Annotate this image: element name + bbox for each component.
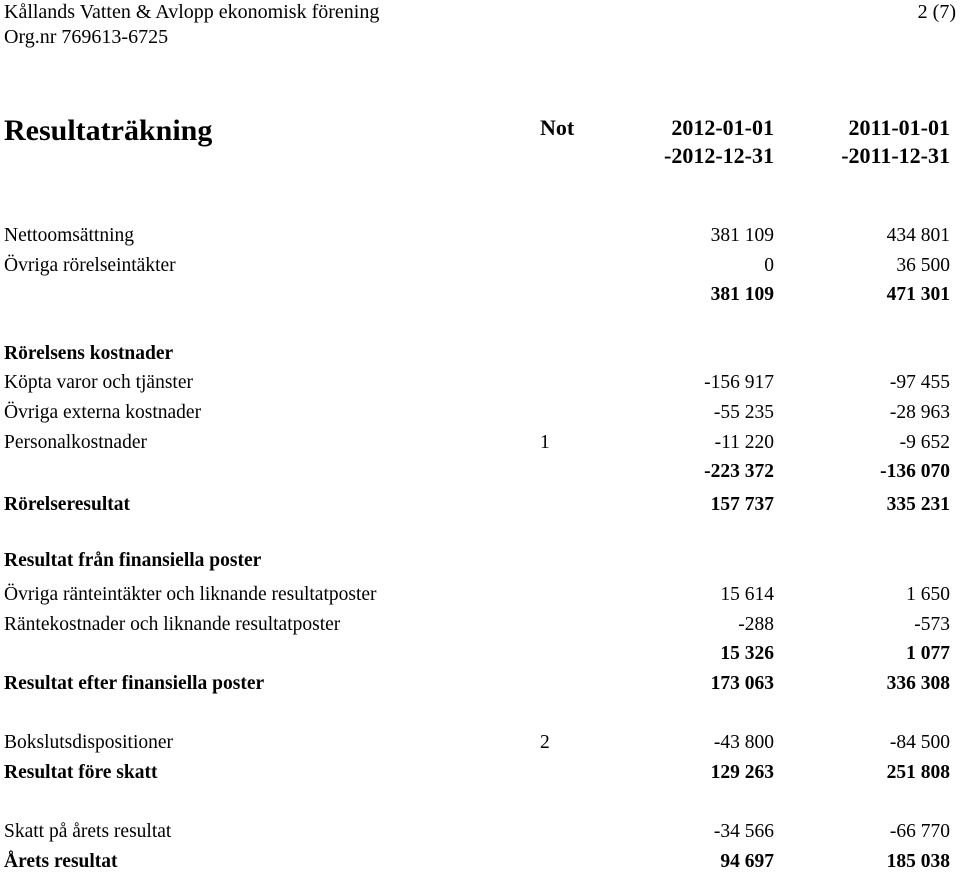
table-row <box>0 398 960 427</box>
row-value-2011: 251 808 <box>886 762 950 783</box>
row-value-2011: -66 770 <box>889 821 950 842</box>
table-row <box>0 728 960 757</box>
table-row <box>0 490 960 519</box>
table-row <box>0 280 960 309</box>
column-header-not <box>540 114 574 142</box>
document-header <box>4 0 956 50</box>
row-label: Övriga ränteintäkter och liknande resultatposter <box>4 584 377 605</box>
table-row <box>0 221 960 250</box>
table-row <box>0 580 960 609</box>
row-value-2012: 157 737 <box>710 494 774 515</box>
row-value-2011: -9 652 <box>899 432 950 453</box>
table-row <box>0 251 960 280</box>
row-label: Skatt på årets resultat <box>4 821 172 842</box>
row-value-2012: 94 697 <box>720 851 774 872</box>
row-value-2012: -156 917 <box>704 372 774 393</box>
table-row <box>0 428 960 457</box>
row-note: 1 <box>540 432 550 453</box>
row-value-2012: 173 063 <box>710 673 774 694</box>
row-value-2011: 1 650 <box>906 584 950 605</box>
table-row <box>0 339 960 368</box>
row-value-2012: -43 800 <box>713 732 774 753</box>
table-row <box>0 610 960 639</box>
row-value-2011: 434 801 <box>886 225 950 246</box>
row-label: Personalkostnader <box>4 432 147 453</box>
row-label: Räntekostnader och liknande resultatposter <box>4 614 341 635</box>
row-value-2012: -55 235 <box>713 402 774 423</box>
row-value-2012: 15 326 <box>720 643 774 664</box>
table-row <box>0 669 960 698</box>
row-value-2011: -97 455 <box>889 372 950 393</box>
row-note: 2 <box>540 732 550 753</box>
period-2012-end: -2012-12-31 <box>664 143 774 168</box>
table-row <box>0 817 960 846</box>
row-label: Övriga externa kostnader <box>4 402 202 423</box>
row-value-2012: -288 <box>738 614 774 635</box>
row-value-2012: -34 566 <box>713 821 774 842</box>
row-value-2011: 36 500 <box>896 255 950 276</box>
row-value-2011: -136 070 <box>880 461 950 482</box>
row-value-2011: 185 038 <box>886 851 950 872</box>
row-value-2012: 129 263 <box>710 762 774 783</box>
period-2012-start: 2012-01-01 <box>671 115 774 140</box>
row-value-2012: -11 220 <box>714 432 774 453</box>
row-label: Bokslutsdispositioner <box>4 732 174 753</box>
org-name: Kållands Vatten & Avlopp ekonomisk förening <box>4 1 380 23</box>
row-value-2012: 15 614 <box>720 584 774 605</box>
page-number: 2 (7) <box>917 1 956 23</box>
row-value-2011: 335 231 <box>886 494 950 515</box>
row-value-2012: 381 109 <box>710 225 774 246</box>
row-value-2011: 471 301 <box>886 284 950 305</box>
row-value-2011: -84 500 <box>889 732 950 753</box>
row-value-2012: 0 <box>764 255 774 276</box>
table-row <box>0 457 960 486</box>
row-value-2012: -223 372 <box>704 461 774 482</box>
org-number: Org.nr 769613-6725 <box>4 26 169 48</box>
row-label: Nettoomsättning <box>4 225 134 246</box>
row-value-2011: -28 963 <box>889 402 950 423</box>
row-value-2011: 336 308 <box>886 673 950 694</box>
column-header-2012 <box>664 114 774 170</box>
table-row <box>0 546 960 575</box>
row-label: Resultat före skatt <box>4 762 158 783</box>
row-label: Årets resultat <box>4 851 118 872</box>
not-label: Not <box>540 115 575 140</box>
table-row <box>0 368 960 397</box>
table-row <box>0 639 960 668</box>
row-label: Rörelsens kostnader <box>4 343 174 364</box>
row-value-2011: -573 <box>914 614 950 635</box>
period-2011-start: 2011-01-01 <box>848 115 950 140</box>
period-2011-end: -2011-12-31 <box>841 143 950 168</box>
row-value-2011: 1 077 <box>906 643 950 664</box>
row-label: Resultat efter finansiella poster <box>4 673 265 694</box>
row-label: Köpta varor och tjänster <box>4 372 193 393</box>
row-label: Resultat från finansiella poster <box>4 550 262 571</box>
row-label: Övriga rörelseintäkter <box>4 255 176 276</box>
column-header-2011 <box>841 114 950 170</box>
table-row <box>0 758 960 787</box>
row-label: Rörelseresultat <box>4 494 130 515</box>
statement-title: Resultaträkning <box>4 114 213 147</box>
row-value-2012: 381 109 <box>710 284 774 305</box>
